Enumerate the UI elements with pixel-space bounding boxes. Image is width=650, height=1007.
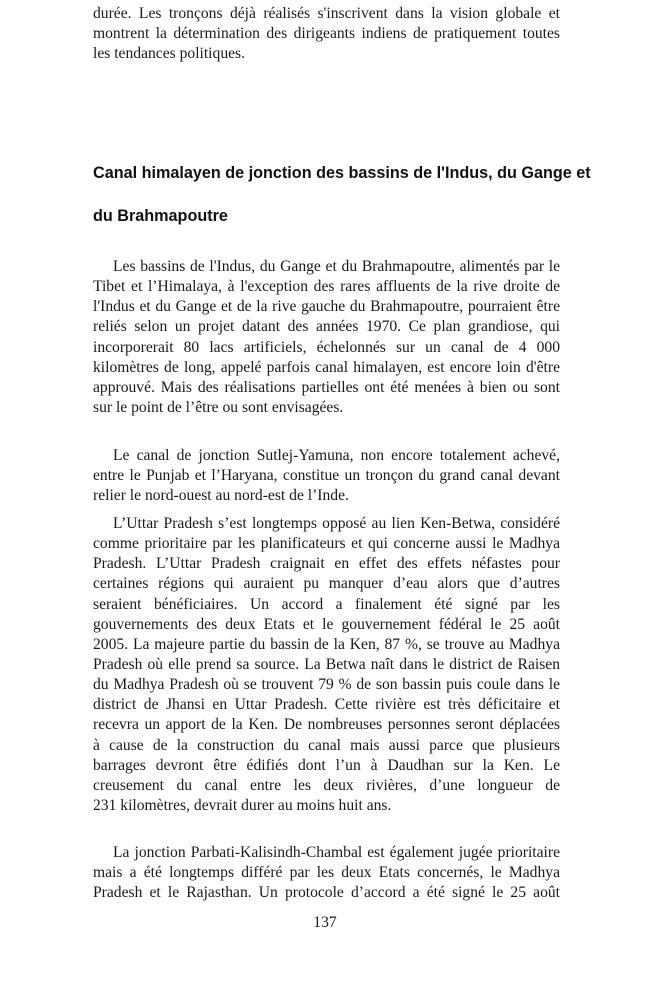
text-line: approuvé. Mais des réalisations partielles ont été menées à bien ou sont [93, 378, 560, 396]
text-line: gouvernements des deux Etats et le gouvernement fédéral le 25 août [93, 615, 560, 633]
text-line: incorporerait 80 lacs artificiels, échelonnés sur un canal de 4 000 [93, 338, 560, 356]
text-line: certaines régions qui auraient pu manquer d’eau alors que d’autres [93, 575, 560, 593]
text-line: seraient bénéficiaires. Un accord a finalement été signé par les [93, 595, 560, 613]
paragraph-sutlej-yamuna [93, 446, 560, 506]
section-heading-line2: du Brahmapoutre [93, 207, 228, 225]
text-line: mais a été longtemps différé par les deux Etats concernés, le Madhya [93, 864, 560, 882]
text-line: creusement du canal entre les deux rivières, d’une longueur de [93, 776, 560, 794]
text-line: sur le point de l’être ou sont envisagées. [93, 398, 344, 416]
text-line: Pradesh et le Rajasthan. Un protocole d’accord a été signé le 25 août [93, 884, 560, 902]
text-line: Le canal de jonction Sutlej-Yamuna, non encore totalement achevé, [113, 447, 560, 464]
paragraph-intro [93, 4, 560, 64]
text-line: reliés selon un projet datant des années 1970. Ce plan grandiose, qui [93, 318, 560, 336]
text-line: à cause de la construction du canal mais aussi parce que plusieurs [93, 736, 560, 754]
text-line: l'Indus et du Gange et de la rive gauche du Brahmapoutre, pourraient être [93, 298, 560, 316]
text-line: barrages devront être édifiés dont l’un à Daudhan sur la Ken. Le [93, 756, 560, 774]
text-line: Les bassins de l'Indus, du Gange et du Brahmapoutre, alimentés par le [113, 258, 560, 275]
text-line: du Madhya Pradesh où se trouvent 79 % de son bassin puis coule dans le [93, 676, 560, 694]
text-line: les tendances politiques. [93, 45, 246, 63]
section-heading-line1: Canal himalayen de jonction des bassins de l'Indus, du Gange et [93, 164, 591, 182]
text-line: Tibet et l’Himalaya, à l'exception des rares affluents de la rive droite de [93, 278, 560, 296]
text-line: relier le nord-ouest au nord-est de l’Inde. [93, 487, 349, 505]
text-line: Pradesh. L’Uttar Pradesh craignait en effet des effets néfastes pour [93, 555, 560, 573]
text-line: L’Uttar Pradesh s’est longtemps opposé au lien Ken-Betwa, considéré [113, 515, 560, 532]
text-line: entre le Punjab et l’Haryana, constitue un tronçon du grand canal devant [93, 467, 560, 485]
page-number: 137 [313, 914, 337, 931]
text-line: 231 kilomètres, devrait durer au moins huit ans. [93, 796, 392, 814]
text-line: comme prioritaire par les planificateurs et qui concerne aussi le Madhya [93, 535, 560, 553]
text-line: district de Jhansi en Uttar Pradesh. Cette rivière est très déficitaire et [93, 696, 560, 714]
text-line: recevra un apport de la Ken. De nombreuses personnes seront déplacées [93, 716, 560, 734]
text-line: durée. Les tronçons déjà réalisés s'inscrivent dans la vision globale et [93, 5, 560, 22]
paragraph-parbati-kalisindh-chambal [93, 843, 560, 903]
text-line: kilomètres de long, appelé parfois canal himalayen, est encore loin d'être [93, 358, 560, 376]
text-line: 2005. La majeure partie du bassin de la Ken, 87 %, se trouve au Madhya [93, 635, 560, 653]
text-line: La jonction Parbati-Kalisindh-Chambal est également jugée prioritaire [113, 844, 560, 861]
paragraph-ken-betwa [93, 514, 560, 816]
paragraph-bassins [93, 257, 560, 418]
text-line: montrent la détermination des dirigeants indiens de pratiquement toutes [93, 25, 560, 43]
text-line: Pradesh où elle prend sa source. La Betwa naît dans le district de Raisen [93, 655, 560, 673]
